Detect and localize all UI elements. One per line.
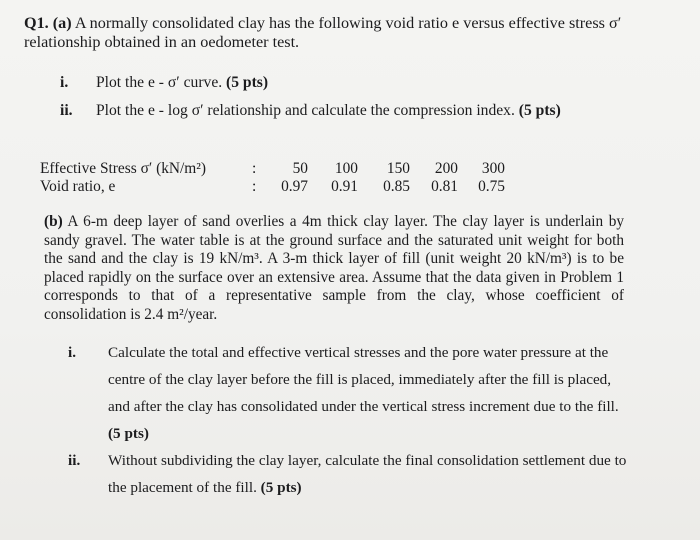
void-value: 0.81 [431, 178, 458, 195]
part-b-item-points: (5 pts) [108, 425, 149, 442]
part-a-item-points: (5 pts) [226, 74, 269, 91]
part-b-item-2 [68, 447, 628, 501]
void-value: 0.85 [383, 178, 410, 195]
part-a-item-points: (5 pts) [518, 102, 561, 119]
part-b-item-number: i. [68, 344, 77, 361]
void-value: 0.91 [331, 178, 358, 195]
question-label: Q1. (a) [24, 14, 72, 32]
stress-row-colon: : [252, 160, 257, 177]
part-b-item-points: (5 pts) [260, 479, 302, 496]
part-b-list [68, 339, 628, 501]
part-b-label: (b) [44, 213, 63, 230]
part-a-item-number: ii. [60, 102, 73, 119]
part-a-item-text: Plot the e - σ′ curve. [96, 74, 223, 91]
part-b-text: A 6-m deep layer of sand overlies a 4m thick clay layer. The clay layer is underlain by sandy gravel. The water table is at the ground surface and the saturated unit weight for both the sand and the clay is 19 kN/m³. A 3-m thick layer of fill (unit weight 20 kN/m³) is to be placed rapidly on the surface over an extensive area. Assume that the data given in Problem 1 corresponds to that of a representative sample from the clay, whose coefficient of consolidation is 2.4 m²/year. [44, 213, 625, 323]
stress-value: 300 [481, 160, 505, 177]
stress-value: 150 [386, 160, 410, 177]
part-a-item-text: Plot the e - log σ′ relationship and calculate the compression index. [96, 102, 515, 119]
stress-value: 50 [292, 160, 308, 177]
stress-value: 200 [434, 160, 458, 177]
part-b-item-text: Calculate the total and effective vertical stresses and the pore water pressure at the centre of the clay layer before the fill is placed, immediately after the fill is placed, and after the clay has consolidated under the vertical stress increment due to the fill. [108, 344, 619, 415]
void-value: 0.97 [281, 178, 308, 195]
question-intro-text: A normally consolidated clay has the following void ratio e versus effective stress σ′ relationship obtained in an oedometer test. [24, 14, 622, 51]
question-intro [24, 14, 674, 52]
void-row-label: Void ratio, e [40, 178, 116, 195]
void-row-colon: : [252, 178, 257, 195]
stress-value: 100 [334, 160, 358, 177]
part-b-item-number: ii. [68, 452, 81, 469]
part-b-paragraph [44, 213, 624, 325]
stress-row-label: Effective Stress σ′ (kN/m²) [40, 160, 207, 177]
void-value: 0.75 [478, 178, 505, 195]
part-a-item-number: i. [60, 74, 69, 91]
part-b-item-1 [68, 339, 628, 447]
part-b-item-text: Without subdividing the clay layer, calculate the final consolidation settlement due to the placement of the fill. [108, 452, 627, 496]
